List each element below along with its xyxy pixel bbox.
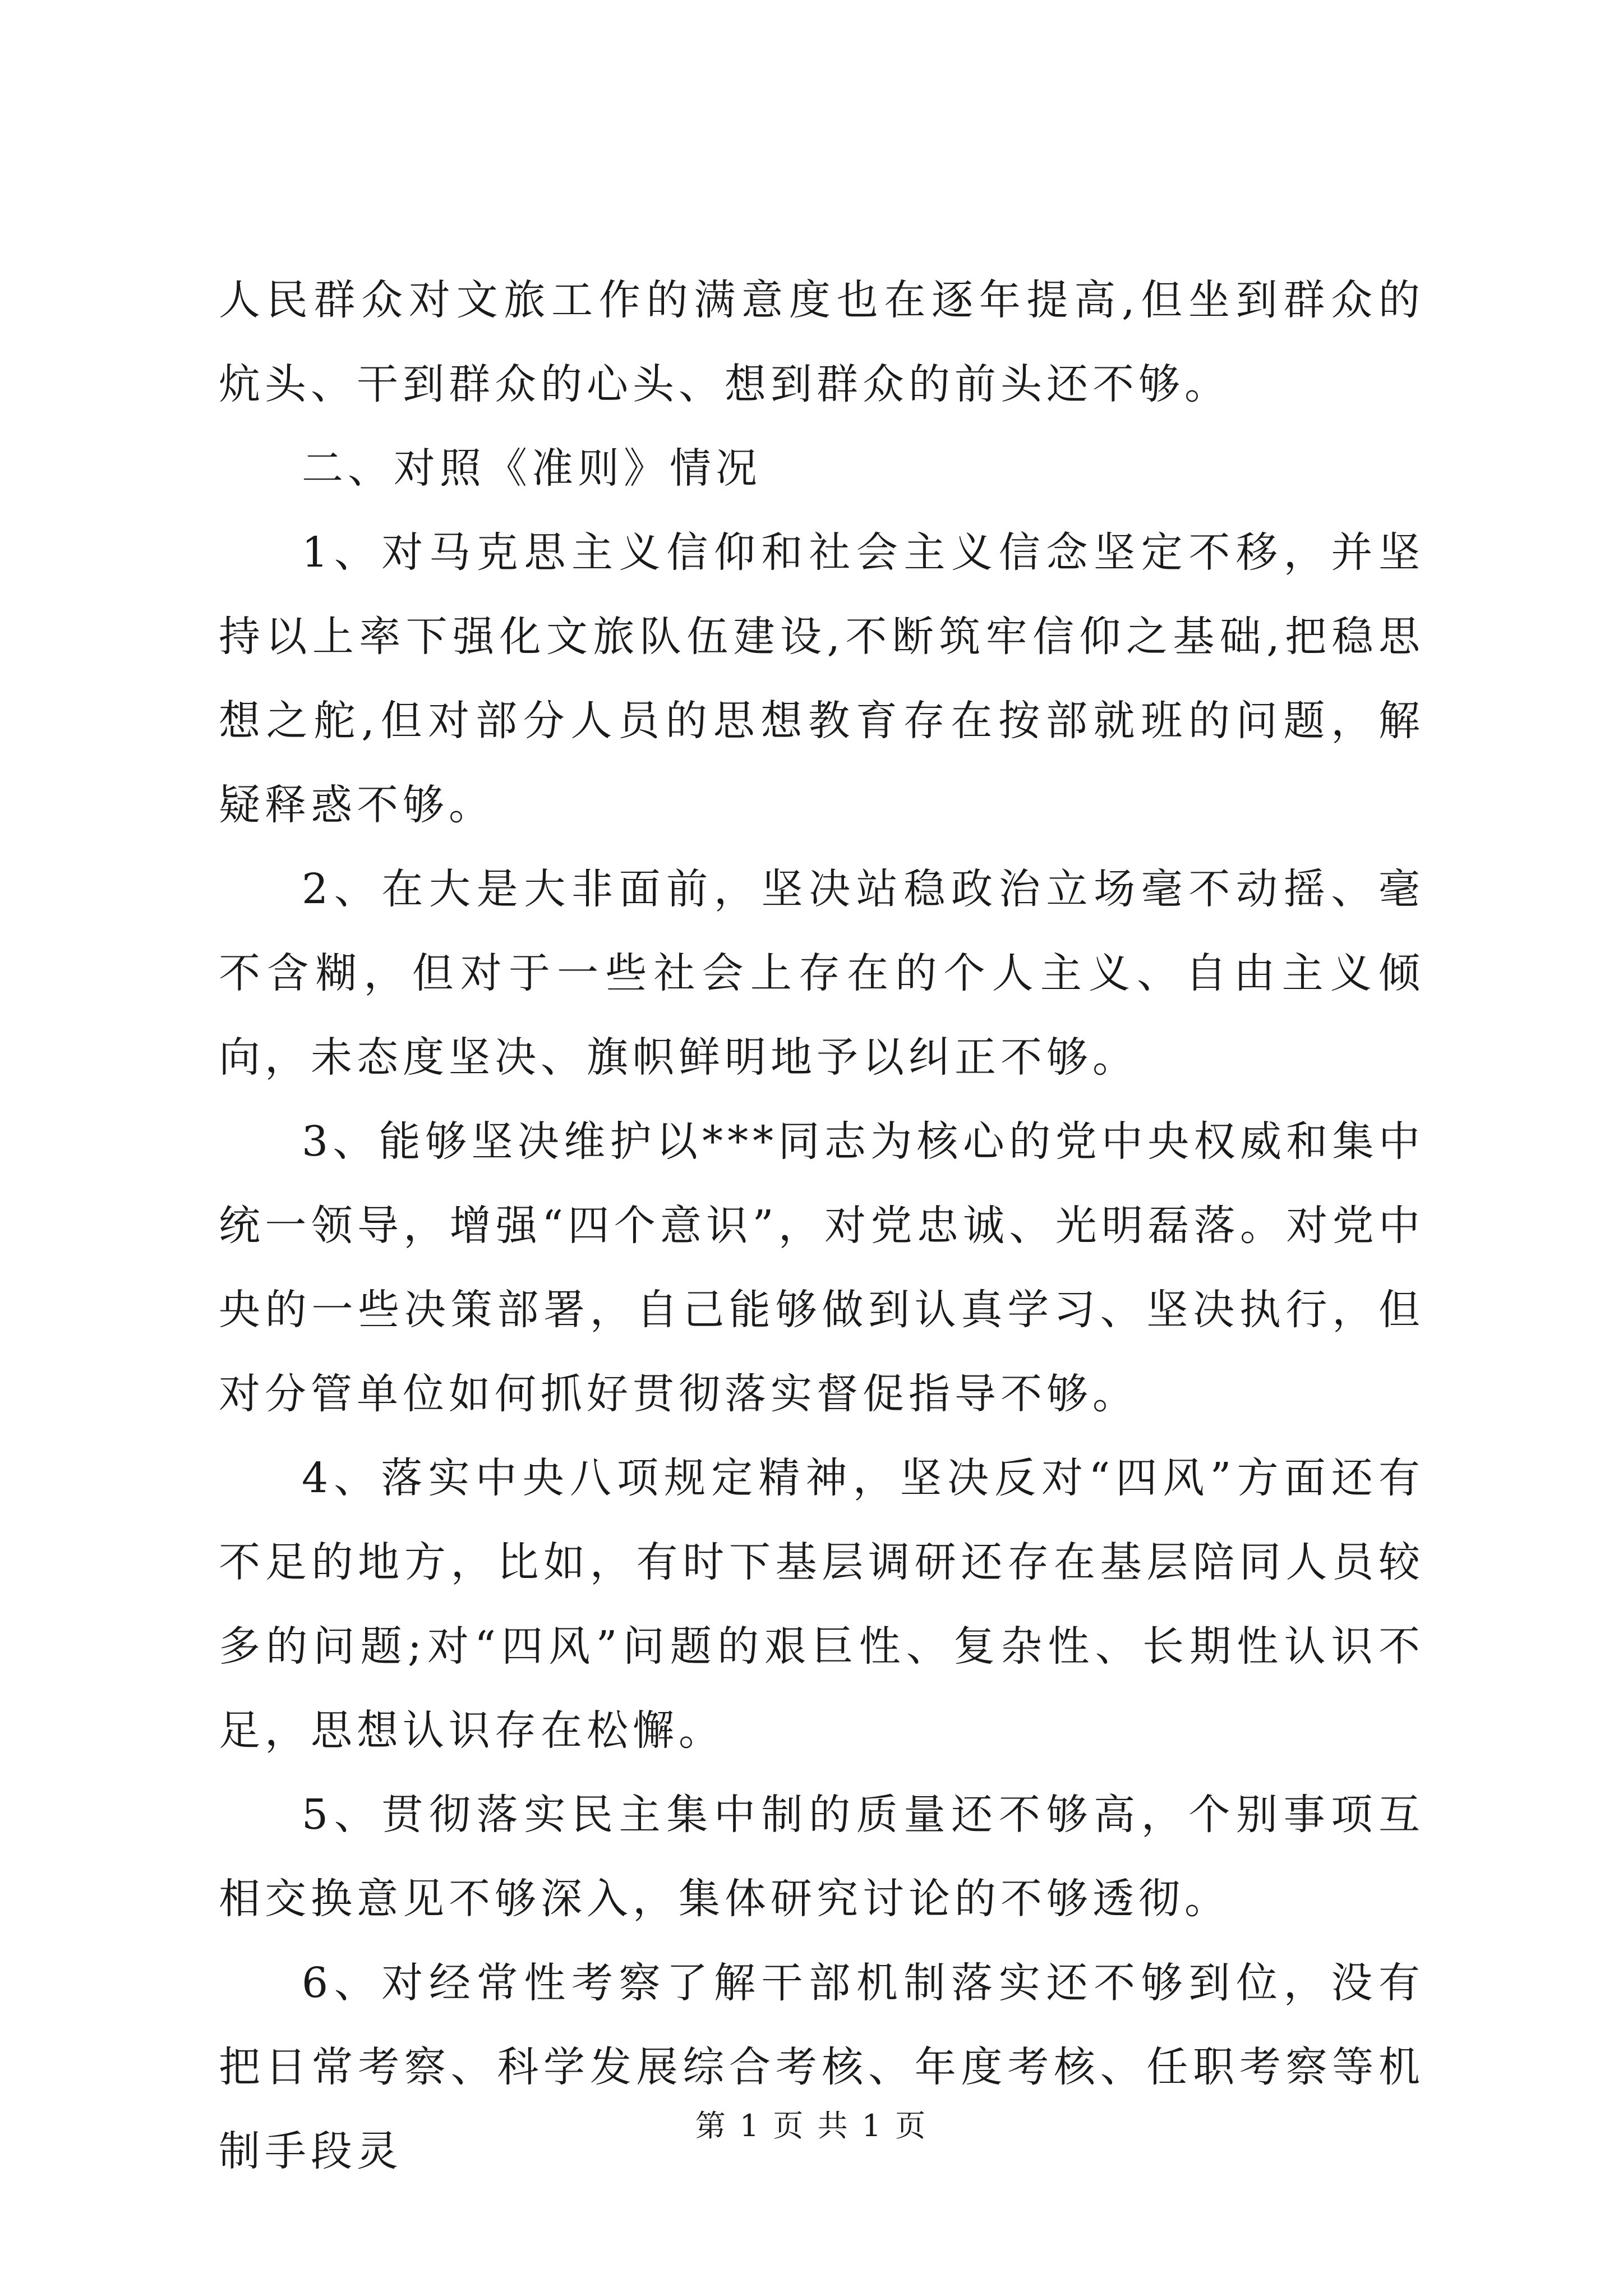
document-body bbox=[219, 258, 1424, 2193]
paragraph-continuation: 人民群众对文旅工作的满意度也在逐年提高,但坐到群众的炕头、干到群众的心头、想到群众的前头还不够。 bbox=[219, 276, 1424, 408]
paragraph-item-3: 3、能够坚决维护以***同志为核心的党中央权威和集中统一领导，增强“四个意识”，对党忠诚、光明磊落。对党中央的一些决策部署，自己能够做到认真学习、坚决执行，但对分管单位如何抓好贯彻落实督促指导不够。 bbox=[219, 1117, 1424, 1418]
section-heading: 二、对照《准则》情况 bbox=[302, 444, 762, 493]
paragraph-item-6: 6、对经常性考察了解干部机制落实还不够到位，没有把日常考察、科学发展综合考核、年度考核、任职考察等机制手段灵 bbox=[219, 1959, 1424, 2175]
paragraph-item-2: 2、在大是大非面前，坚决站稳政治立场毫不动摇、毫不含糊，但对于一些社会上存在的个人主义、自由主义倾向，未态度坚决、旗帜鲜明地予以纠正不够。 bbox=[219, 865, 1424, 1082]
paragraph-item-4: 4、落实中央八项规定精神，坚决反对“四风”方面还有不足的地方，比如，有时下基层调研还存在基层陪同人员较多的问题;对“四风”问题的艰巨性、复杂性、长期性认识不足，思想认识存在松懈。 bbox=[219, 1454, 1424, 1755]
paragraph-item-5: 5、贯彻落实民主集中制的质量还不够高，个别事项互相交换意见不够深入，集体研究讨论的不够透彻。 bbox=[219, 1791, 1424, 1923]
page-footer: 第 1 页 共 1 页 bbox=[695, 2108, 928, 2143]
paragraph-item-1: 1、对马克思主义信仰和社会主义信念坚定不移，并坚持以上率下强化文旅队伍建设,不断筑牢信仰之基础,把稳思想之舵,但对部分人员的思想教育存在按部就班的问题，解疑释惑不够。 bbox=[219, 528, 1424, 829]
